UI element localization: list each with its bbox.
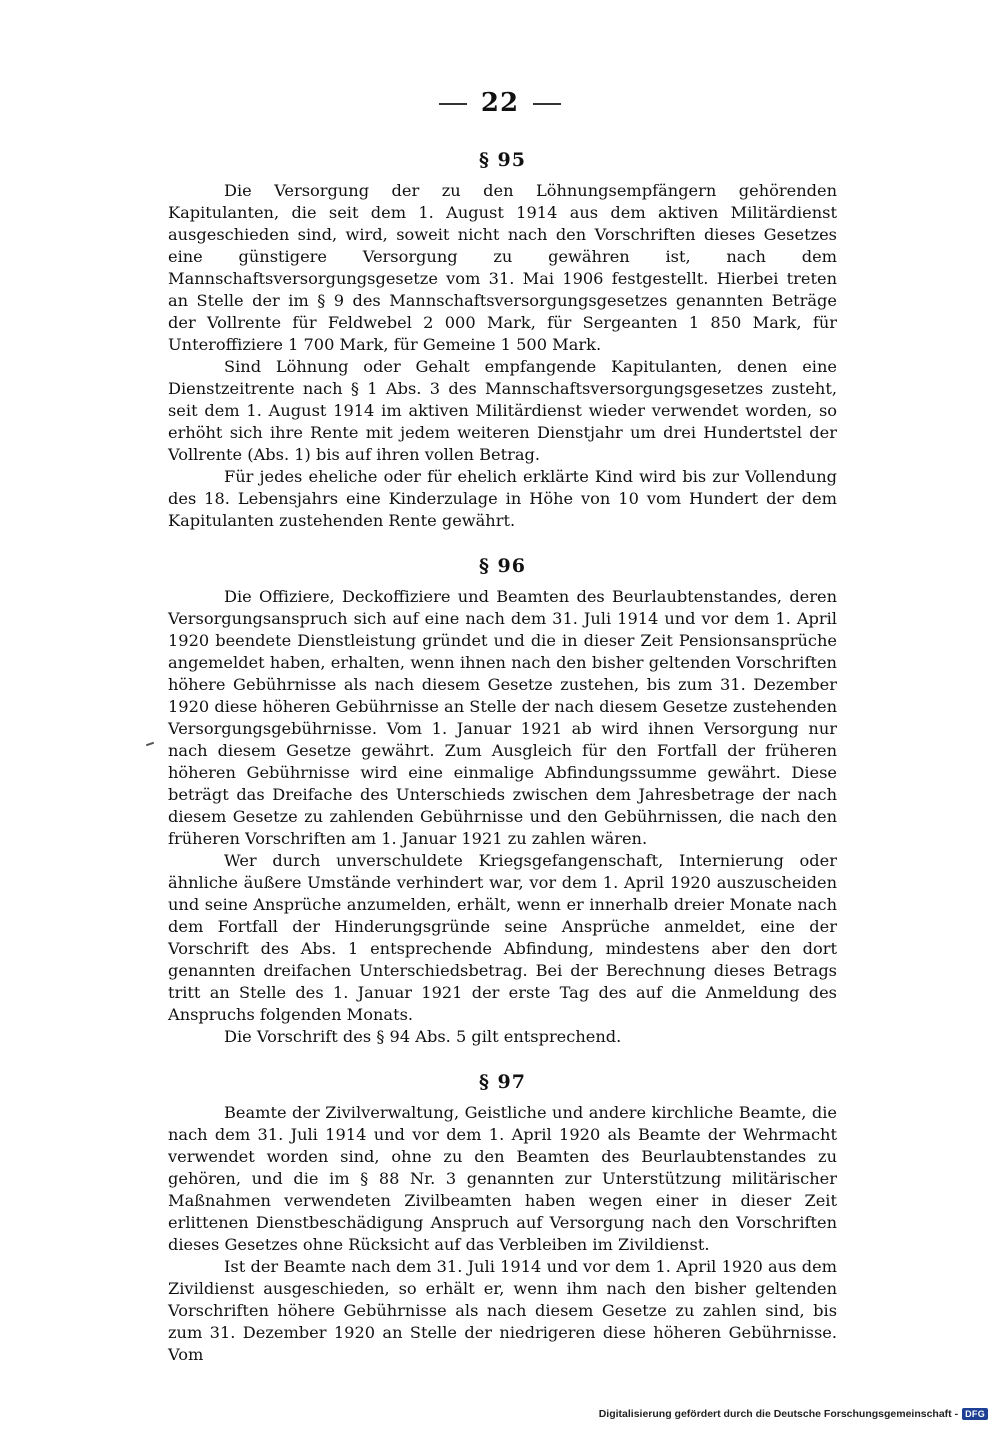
paragraph: Die Vorschrift des § 94 Abs. 5 gilt entsprechend. [224,1027,622,1046]
footer-credit [599,1408,988,1420]
section-97 [168,1064,837,1366]
paragraph: Die Offiziere, Deckoffiziere und Beamten des Beurlaubtenstandes, deren Versorgungsanspruch sich auf eine nach dem 31. Juli 1914 und vor dem 1. April 1920 beendete Dienstleistung gründet und die in dieser Zeit Pensionsansprüche angemeldet haben, erhalten, wenn ihnen nach den bisher geltenden Vorschriften höhere Gebührnisse als nach diesem Gesetze zustehen, bis zum 31. Dezember 1920 diese höheren Gebührnisse an Stelle der nach diesem Gesetze zustehenden Versorgungsgebührnisse. Vom 1. Januar 1921 ab wird ihnen Versorgung nur nach diesem Gesetze gewährt. Zum Ausgleich für den Fortfall der früheren höheren Gebührnisse wird eine einmalige Abfindungssumme gewährt. Diese beträgt das Dreifache des Unterschieds zwischen dem Jahresbetrage der nach diesem Gesetze zu zahlenden Gebührnisse und den Gebührnissen, die nach den früheren Vorschriften am 1. Januar 1921 zu zahlen wären. [168,587,837,848]
page-number: 22 [480,88,520,118]
section-95 [168,142,837,532]
page-number-dash-right [533,103,561,105]
section-heading: § 96 [479,555,526,577]
page-number-dash-left [439,103,467,105]
paragraph: Für jedes eheliche oder für ehelich erklärte Kind wird bis zur Vollendung des 18. Lebensjahrs eine Kinderzulage in Höhe von 10 vom Hundert der dem Kapitulanten zustehenden Rente gewährt. [168,467,837,530]
section-heading: § 97 [479,1071,526,1093]
paragraph: Sind Löhnung oder Gehalt empfangende Kapitulanten, denen eine Dienstzeitrente nach § 1 Abs. 3 des Mannschaftsversorgungsgesetzes zusteht, seit dem 1. August 1914 im aktiven Militärdienst wieder verwendet worden, so erhöht sich ihre Rente mit jedem weiteren Dienstjahr um drei Hundertstel der Vollrente (Abs. 1) bis auf ihren vollen Betrag. [168,357,837,464]
paragraph: Ist der Beamte nach dem 31. Juli 1914 und vor dem 1. April 1920 aus dem Zivildienst ausgeschieden, so erhält er, wenn ihm nach den bisher geltenden Vorschriften höhere Gebührnisse als nach diesem Gesetze zu zahlen sind, bis zum 31. Dezember 1920 an Stelle der niedrigeren diese höheren Gebührnisse. Vom [168,1257,837,1364]
dfg-logo: DFG [962,1408,988,1420]
section-heading: § 95 [479,149,526,171]
paragraph: Wer durch unverschuldete Kriegsgefangenschaft, Internierung oder ähnliche äußere Umstände verhindert war, vor dem 1. April 1920 auszuscheiden und seine Ansprüche anzumelden, erhält, wenn er innerhalb dreier Monate nach dem Fortfall der Hinderungsgründe seine Ansprüche anmeldet, eine der Vorschrift des Abs. 1 entsprechende Abfindung, mindestens aber den dort genannten dreifachen Unterschiedsbetrag. Bei der Berechnung dieses Betrags tritt an Stelle des 1. Januar 1921 der erste Tag des auf die Anmeldung des Anspruchs folgenden Monats. [168,851,837,1024]
paragraph: Die Versorgung der zu den Löhnungsempfängern gehörenden Kapitulanten, die seit dem 1. August 1914 aus dem aktiven Militärdienst ausgeschieden sind, wird, soweit nicht nach den Vorschriften dieses Gesetzes eine günstigere Versorgung zu gewähren ist, nach dem Mannschaftsversorgungsgesetze vom 31. Mai 1906 festgestellt. Hierbei treten an Stelle der im § 9 des Mannschaftsversorgungsgesetzes genannten Beträge der Vollrente für Feldwebel 2 000 Mark, für Sergeanten 1 850 Mark, für Unteroffiziere 1 700 Mark, für Gemeine 1 500 Mark. [168,181,837,354]
text-column [168,142,837,1366]
page-number-row [0,88,1000,118]
paragraph: Beamte der Zivilverwaltung, Geistliche und andere kirchliche Beamte, die nach dem 31. Juli 1914 und vor dem 1. April 1920 als Beamte der Wehrmacht verwendet worden sind, ohne zu den Beamten des Beurlaubtenstandes zu gehören, und die im § 88 Nr. 3 genannten zur Unterstützung militärischer Maßnahmen verwendeten Zivilbeamten haben wegen einer in dieser Zeit erlittenen Dienstbeschädigung Anspruch auf Versorgung nach den Vorschriften dieses Gesetzes ohne Rücksicht auf das Verbleiben im Zivildienst. [168,1103,837,1254]
section-96 [168,548,837,1048]
footer-text: Digitalisierung gefördert durch die Deutsche Forschungsgemeinschaft - [598,1408,959,1420]
margin-mark [146,742,154,747]
